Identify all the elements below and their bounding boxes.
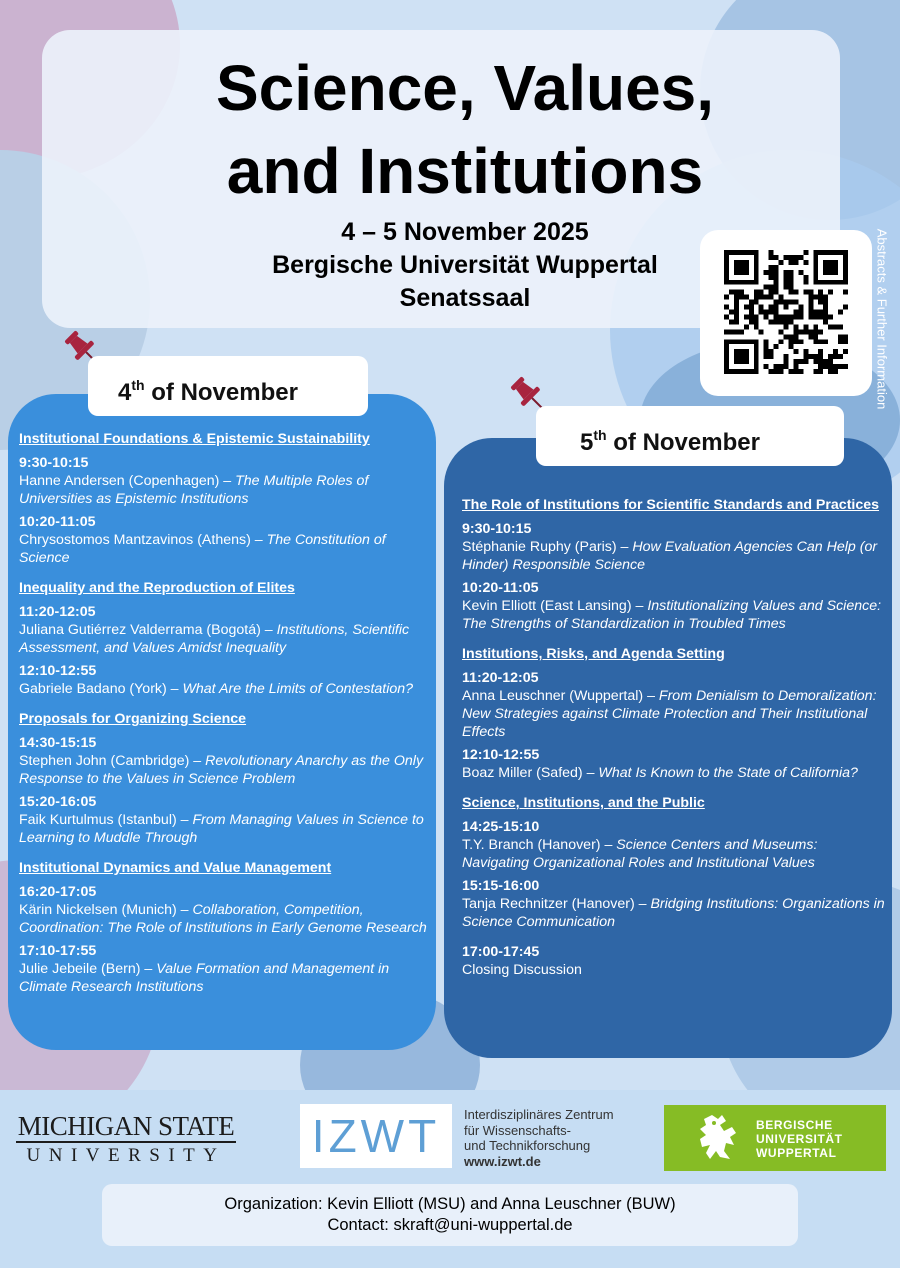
talk-details bbox=[19, 752, 434, 788]
buw-line3: WUPPERTAL bbox=[756, 1146, 837, 1160]
talk-item bbox=[462, 746, 886, 782]
talk-title: Institutions, Scientific Assessment, and Values Amidst Inequality bbox=[19, 622, 410, 656]
side-note bbox=[872, 214, 892, 424]
day2-program bbox=[462, 496, 886, 984]
talk-title: Revolutionary Anarchy as the Only Response to the Values in Science Problem bbox=[19, 753, 424, 787]
closing-item bbox=[462, 943, 886, 979]
talk-time: 14:30-15:15 bbox=[19, 735, 97, 751]
session-title: Institutional Dynamics and Value Management bbox=[19, 860, 332, 876]
msu-logo-rule bbox=[16, 1141, 236, 1143]
talk-speaker: Chrysostomos Mantzavinos (Athens) – bbox=[19, 532, 267, 548]
talk-speaker: Juliana Gutiérrez Valderrama (Bogotá) – bbox=[19, 622, 277, 638]
session-title: The Role of Institutions for Scientific Standards and Practices bbox=[462, 497, 880, 513]
talk-speaker: Boaz Miller (Safed) – bbox=[462, 765, 599, 781]
talk-title: From Managing Values in Science to Learning to Muddle Through bbox=[19, 812, 424, 846]
izwt-url-link[interactable]: www.izwt.de bbox=[464, 1153, 541, 1169]
talk-time: 11:20-12:05 bbox=[462, 670, 539, 686]
talk-item bbox=[462, 877, 886, 931]
talk-item bbox=[19, 734, 434, 788]
session-title: Institutional Foundations & Epistemic Sustainability bbox=[19, 431, 370, 447]
talk-time: 16:20-17:05 bbox=[19, 884, 97, 900]
talk-speaker: Julie Jebeile (Bern) – bbox=[19, 961, 157, 977]
talk-speaker: Stephen John (Cambridge) – bbox=[19, 753, 206, 769]
talk-time: 10:20-11:05 bbox=[462, 580, 539, 596]
msu-logo-line1: MICHIGAN STATE bbox=[17, 1111, 235, 1141]
izwt-line2: für Wissenschafts- bbox=[464, 1122, 571, 1138]
talk-details bbox=[19, 901, 434, 937]
closing-label: Closing Discussion bbox=[462, 962, 582, 978]
talk-time: 14:25-15:10 bbox=[462, 819, 540, 835]
event-dates: 4 – 5 November 2025 bbox=[341, 218, 589, 246]
talk-time: 12:10-12:55 bbox=[19, 663, 97, 679]
session-title: Science, Institutions, and the Public bbox=[462, 795, 705, 811]
talk-details bbox=[462, 895, 886, 931]
talk-item bbox=[19, 793, 434, 847]
talk-title: The Multiple Roles of Universities as Epistemic Institutions bbox=[19, 473, 369, 507]
talk-speaker: T.Y. Branch (Hanover) – bbox=[462, 837, 617, 853]
event-room: Senatssaal bbox=[399, 284, 531, 312]
talk-title: Institutionalizing Values and Science: The Strengths of Standardization in Troubled Times bbox=[462, 598, 882, 632]
talk-item bbox=[19, 662, 434, 698]
talk-speaker: Kärin Nickelsen (Munich) – bbox=[19, 902, 193, 918]
izwt-logo bbox=[300, 1104, 452, 1168]
session-title: Institutions, Risks, and Agenda Setting bbox=[462, 646, 725, 662]
talk-details bbox=[19, 472, 434, 508]
day2-label: 5th of November bbox=[536, 406, 844, 466]
talk-item bbox=[19, 603, 434, 657]
talk-time: 15:15-16:00 bbox=[462, 878, 540, 894]
talk-time: 12:10-12:55 bbox=[462, 747, 540, 763]
talk-details bbox=[462, 836, 886, 872]
organizer-box bbox=[102, 1184, 798, 1246]
talk-title: Value Formation and Management in Climate Research Institutions bbox=[19, 961, 390, 995]
talk-item bbox=[19, 883, 434, 937]
talk-time: 10:20-11:05 bbox=[19, 514, 96, 530]
organizers: Organization: Kevin Elliott (MSU) and Anna Leuschner (BUW) bbox=[224, 1195, 676, 1213]
talk-speaker: Anna Leuschner (Wuppertal) – bbox=[462, 688, 659, 704]
talk-title: The Constitution of Science bbox=[19, 532, 386, 566]
talk-title: Collaboration, Competition, Coordination: The Role of Institutions in Early Genome Research bbox=[19, 902, 427, 936]
talk-time: 17:10-17:55 bbox=[19, 943, 97, 959]
izwt-logo-text: IZWT bbox=[311, 1110, 441, 1162]
talk-details bbox=[19, 960, 434, 996]
talk-item bbox=[462, 818, 886, 872]
talk-time: 9:30-10:15 bbox=[19, 455, 89, 471]
talk-speaker: Stéphanie Ruphy (Paris) – bbox=[462, 539, 633, 555]
izwt-description bbox=[464, 1107, 614, 1169]
talk-title: Bridging Institutions: Organizations in Science Communication bbox=[462, 896, 885, 930]
talk-title: From Denialism to Demoralization: New Strategies against Climate Protection and Their Institutional Effects bbox=[462, 688, 877, 740]
page-title-line2: and Institutions bbox=[226, 135, 704, 207]
talk-speaker: Gabriele Badano (York) – bbox=[19, 681, 183, 697]
page-title-line1: Science, Values, bbox=[215, 52, 715, 124]
buw-logo-text bbox=[756, 1118, 843, 1160]
talk-details bbox=[462, 687, 886, 741]
talk-item bbox=[19, 513, 434, 567]
talk-speaker: Tanja Rechnitzer (Hanover) – bbox=[462, 896, 651, 912]
talk-time: 11:20-12:05 bbox=[19, 604, 96, 620]
talk-title: What Is Known to the State of California? bbox=[598, 765, 858, 781]
talk-details bbox=[19, 680, 434, 698]
closing-time: 17:00-17:45 bbox=[462, 944, 540, 960]
talk-title: How Evaluation Agencies Can Help (or Hinder) Responsible Science bbox=[462, 539, 878, 573]
talk-details bbox=[462, 764, 886, 782]
talk-details bbox=[462, 597, 886, 633]
talk-time: 15:20-16:05 bbox=[19, 794, 97, 810]
qr-code-icon[interactable] bbox=[724, 250, 848, 374]
talk-item bbox=[462, 579, 886, 633]
talk-speaker: Kevin Elliott (East Lansing) – bbox=[462, 598, 648, 614]
session-title: Inequality and the Reproduction of Elites bbox=[19, 580, 295, 596]
talk-item bbox=[462, 669, 886, 741]
izwt-line3: und Technikforschung bbox=[464, 1138, 591, 1153]
talk-item bbox=[19, 454, 434, 508]
day1-label: 4th of November bbox=[88, 356, 368, 416]
izwt-line1: Interdisziplinäres Zentrum bbox=[464, 1107, 614, 1122]
talk-time: 9:30-10:15 bbox=[462, 521, 532, 537]
talk-title: What Are the Limits of Contestation? bbox=[182, 681, 414, 697]
talk-details bbox=[19, 811, 434, 847]
talk-item bbox=[19, 942, 434, 996]
day1-program bbox=[19, 430, 434, 1001]
msu-logo bbox=[14, 1112, 238, 1166]
buw-line1: BERGISCHE bbox=[756, 1118, 833, 1132]
talk-speaker: Faik Kurtulmus (Istanbul) – bbox=[19, 812, 193, 828]
event-venue: Bergische Universität Wuppertal bbox=[272, 251, 658, 279]
buw-logo bbox=[664, 1105, 886, 1171]
talk-speaker: Hanne Andersen (Copenhagen) – bbox=[19, 473, 236, 489]
msu-logo-line2: UNIVERSITY bbox=[26, 1145, 226, 1166]
lion-icon bbox=[690, 1111, 744, 1165]
talk-details bbox=[19, 531, 434, 567]
talk-details bbox=[19, 621, 434, 657]
buw-line2: UNIVERSITÄT bbox=[756, 1132, 843, 1146]
talk-details bbox=[462, 538, 886, 574]
talk-title: Science Centers and Museums: Navigating Organizational Roles and Institutional Values bbox=[462, 837, 818, 871]
session-title: Proposals for Organizing Science bbox=[19, 711, 247, 727]
contact-email[interactable]: Contact: skraft@uni-wuppertal.de bbox=[327, 1216, 573, 1234]
talk-item bbox=[462, 520, 886, 574]
qr-code-card[interactable] bbox=[700, 230, 872, 396]
side-note-text: Abstracts & Further Information bbox=[874, 228, 890, 410]
